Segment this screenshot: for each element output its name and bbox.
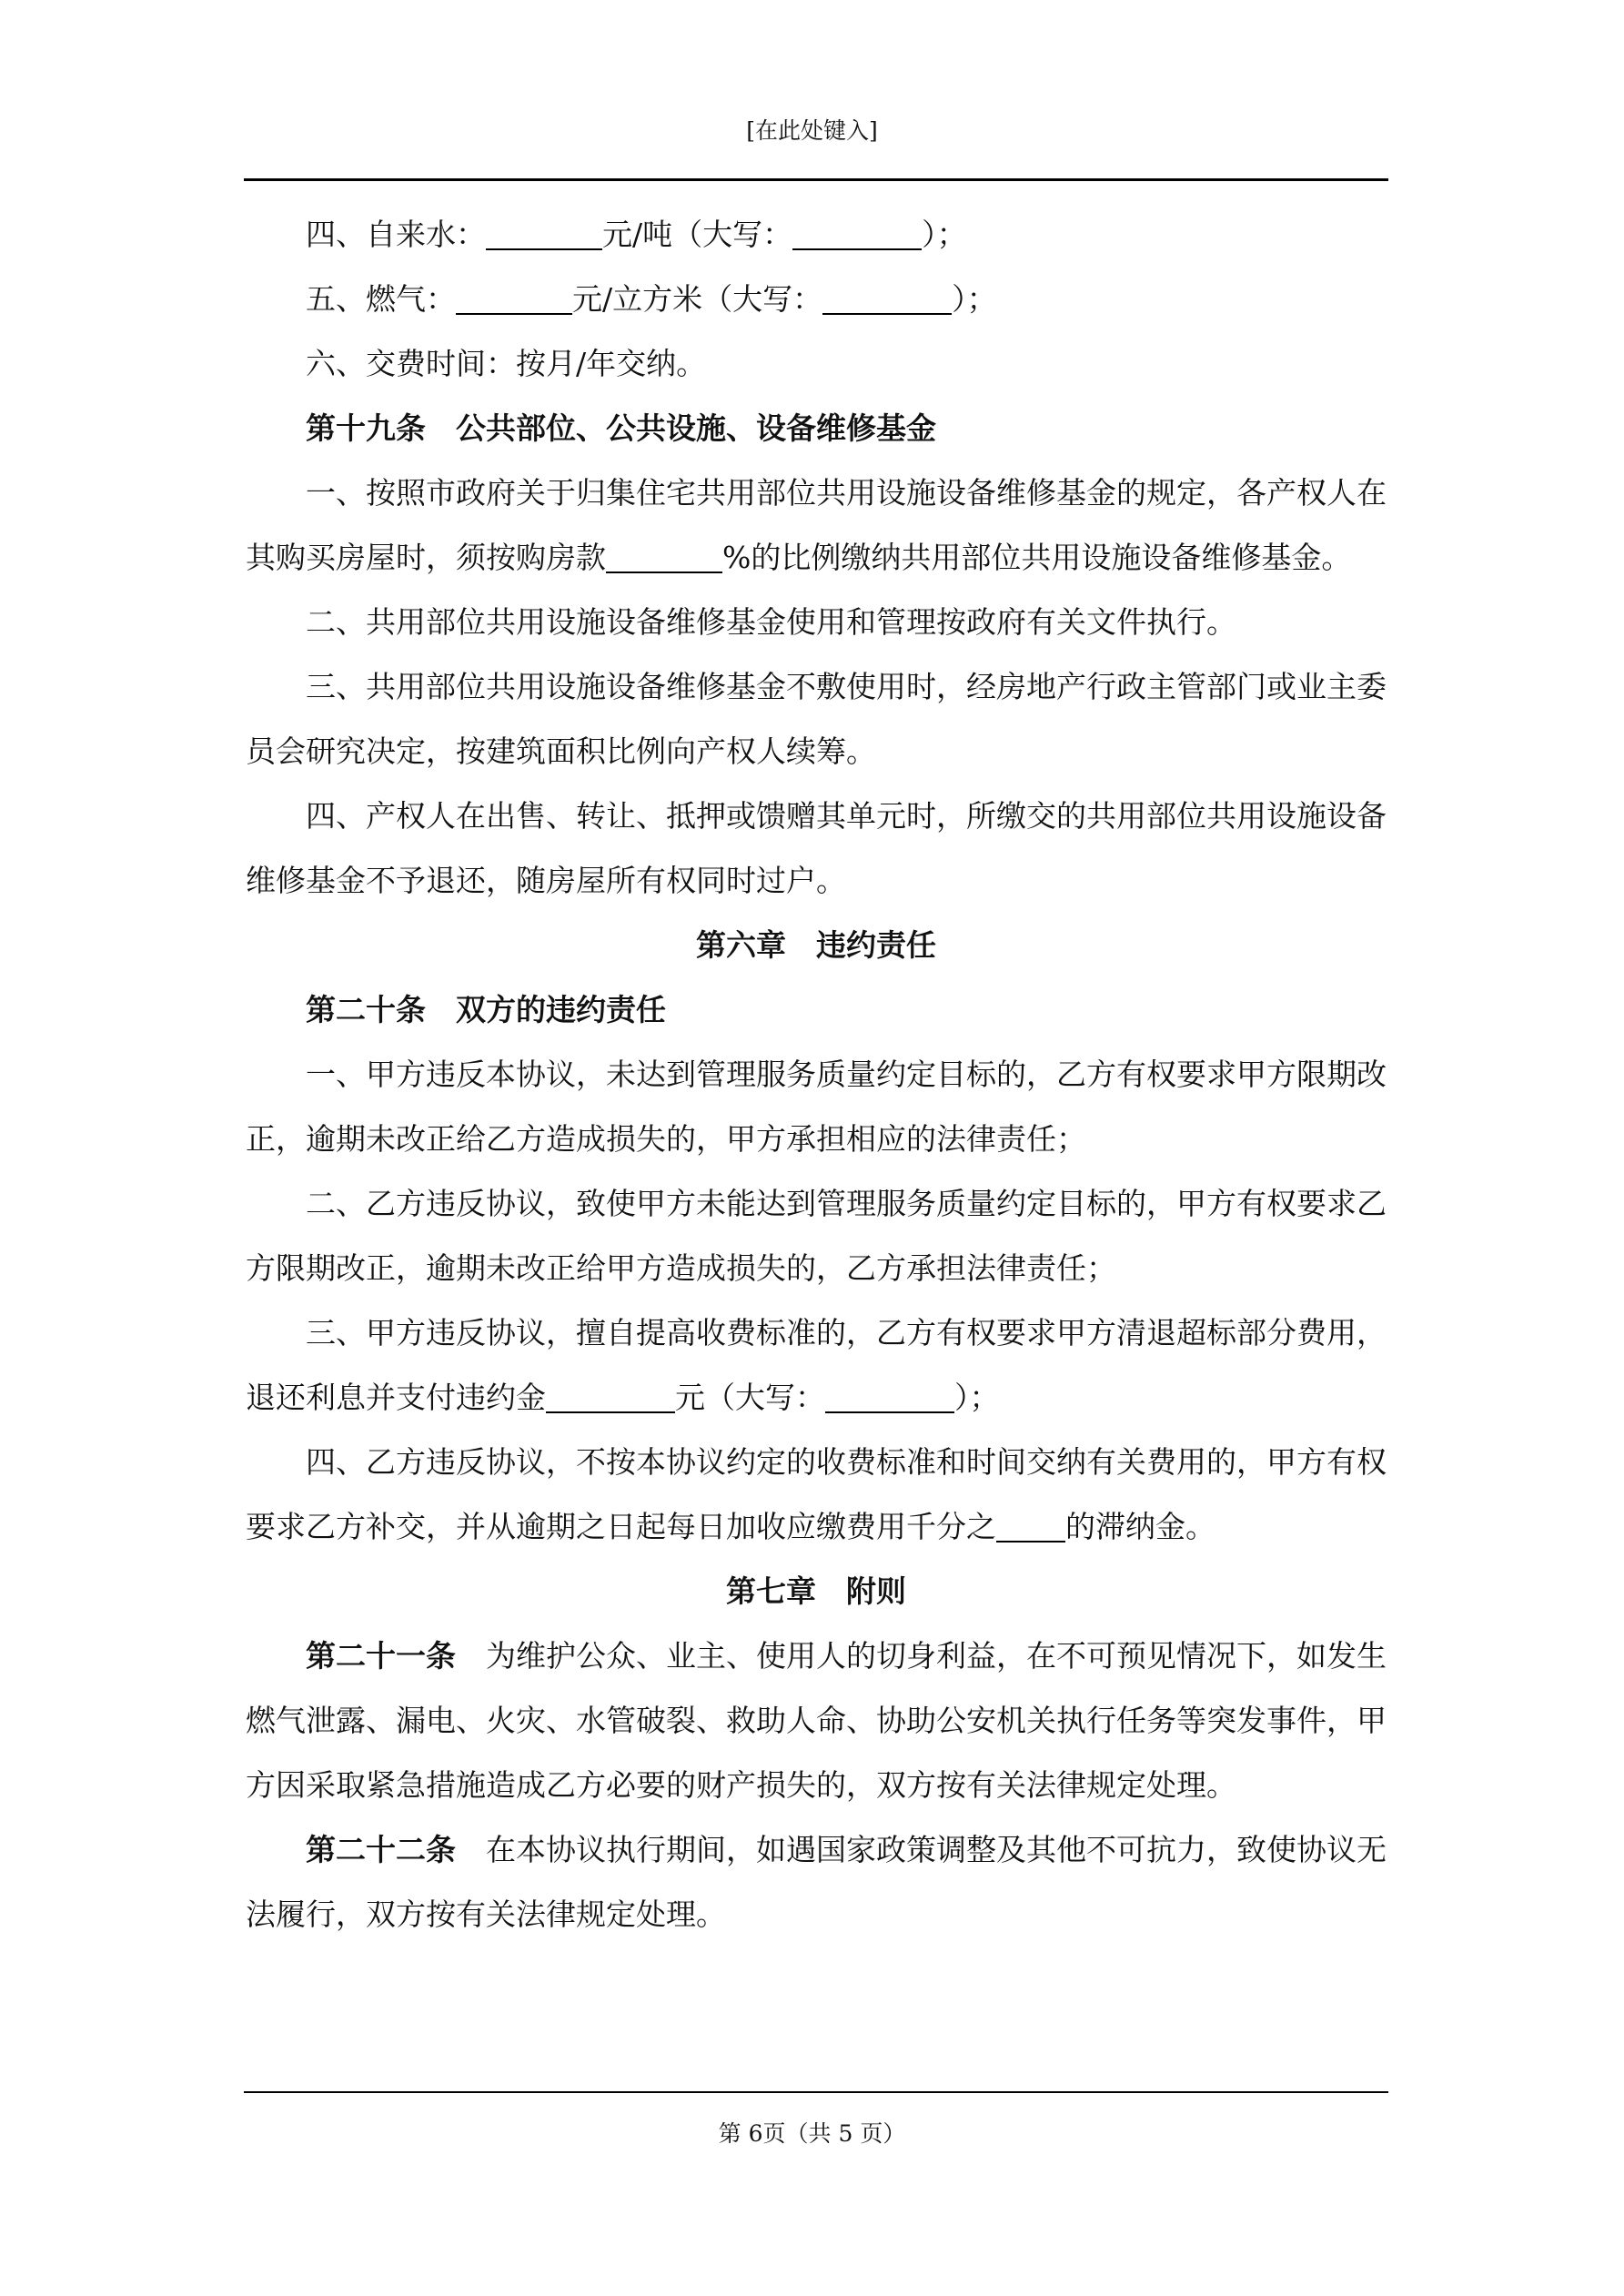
article-20-title: 第二十条 双方的违约责任 [306, 992, 666, 1027]
paragraph-payment-time: 六、交费时间：按月/年交纳。 [306, 346, 707, 381]
blank-late-fee-rate [996, 1510, 1065, 1542]
blank-penalty-amount [546, 1381, 675, 1413]
chapter-6-title: 第六章 违约责任 [696, 927, 936, 963]
article-19-paragraph-2: 二、共用部位共用设施设备维修基金使用和管理按政府有关文件执行。 [306, 604, 1236, 640]
article-22-label: 第二十二条 [306, 1832, 456, 1867]
document-body [246, 202, 1387, 1947]
article-19-paragraph-4: 四、产权人在出售、转让、抵押或馈赠其单元时，所缴交的共用部位共用设施设备维修基金不予退还，随房屋所有权同时过户。 [246, 798, 1387, 898]
article-20-paragraph-4: 四、乙方违反协议，不按本协议约定的收费标准和时间交纳有关费用的，甲方有权要求乙方补交，并从逾期之日起每日加收应缴费用千分之 的滞纳金。 [246, 1444, 1387, 1544]
paragraph-gas-fee: 五、燃气： 元/立方米（大写： ）； [306, 281, 997, 317]
article-22: 第二十二条 在本协议执行期间，如遇国家政策调整及其他不可抗力，致使协议无法履行，双方按有关法律规定处理。 [246, 1832, 1387, 1932]
article-19-paragraph-3: 三、共用部位共用设施设备维修基金不敷使用时，经房地产行政主管部门或业主委员会研究决定，按建筑面积比例向产权人续筹。 [246, 669, 1387, 769]
header-rule [244, 178, 1388, 181]
blank-gas-price-words [822, 282, 952, 315]
footer-rule [244, 2091, 1388, 2093]
article-19-title: 第十九条 公共部位、公共设施、设备维修基金 [306, 410, 936, 446]
article-20-paragraph-1: 一、甲方违反本协议，未达到管理服务质量约定目标的，乙方有权要求甲方限期改正，逾期未改正给乙方造成损失的，甲方承担相应的法律责任； [246, 1057, 1387, 1157]
paragraph-water-fee: 四、自来水： 元/吨（大写： ）； [306, 217, 967, 252]
page-footer: 第 6页（共 5 页） [718, 2120, 906, 2147]
chapter-7-title: 第七章 附则 [726, 1573, 906, 1609]
blank-gas-price [456, 282, 572, 315]
article-21-label: 第二十一条 [306, 1638, 456, 1674]
article-21: 第二十一条 为维护公众、业主、使用人的切身利益，在不可预见情况下，如发生燃气泄露、漏电、火灾、水管破裂、救助人命、协助公安机关执行任务等突发事件，甲方因采取紧急措施造成乙方必要的财产损失的，双方按有关法律规定处理。 [246, 1638, 1387, 1803]
page-header: [在此处键入] [746, 117, 878, 144]
article-20-paragraph-2: 二、乙方违反协议，致使甲方未能达到管理服务质量约定目标的，甲方有权要求乙方限期改正，逾期未改正给甲方造成损失的，乙方承担法律责任； [246, 1186, 1387, 1286]
blank-fund-percent [606, 541, 722, 573]
blank-penalty-amount-words [825, 1381, 954, 1413]
blank-water-price [486, 217, 602, 250]
article-19-paragraph-1: 一、按照市政府关于归集住宅共用部位共用设施设备维修基金的规定，各产权人在其购买房屋时，须按购房款 %的比例缴纳共用部位共用设施设备维修基金。 [246, 475, 1387, 575]
blank-water-price-words [792, 217, 922, 250]
article-20-paragraph-3: 三、甲方违反协议，擅自提高收费标准的，乙方有权要求甲方清退超标部分费用，退还利息并支付违约金 元（大写： ）； [246, 1315, 1387, 1415]
